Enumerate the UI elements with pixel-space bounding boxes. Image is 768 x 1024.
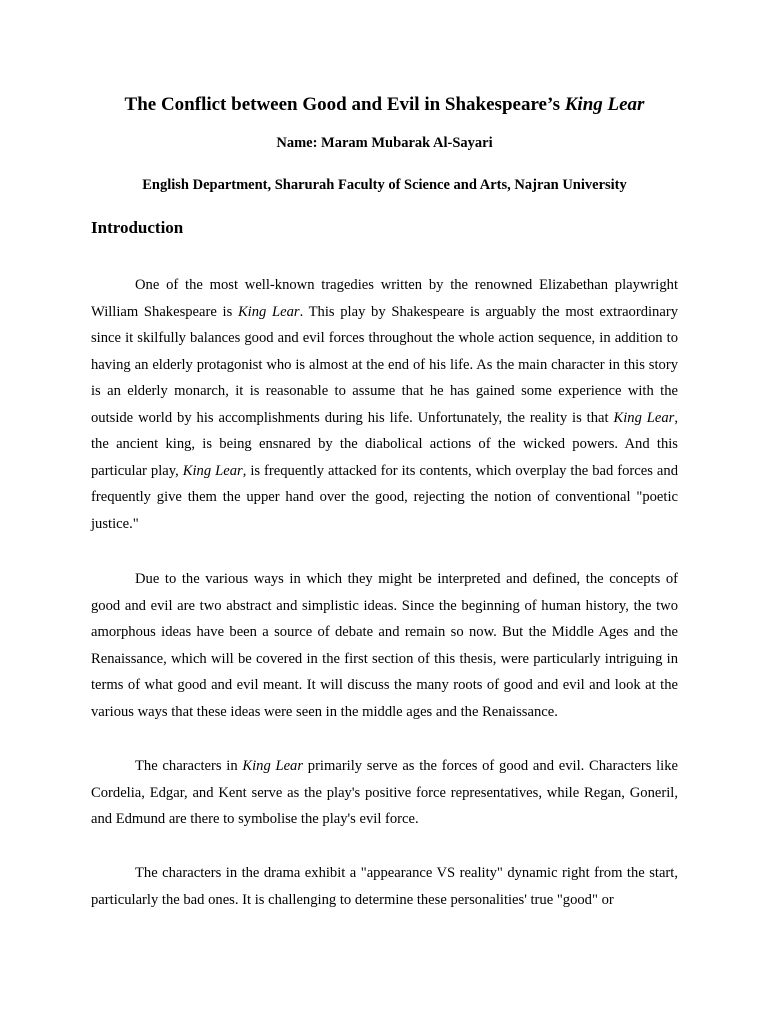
paragraph-text: Due to the various ways in which they might be interpreted and defined, the concepts of good and evil are two abstract and simplistic ideas. Since the beginning of human history, the two amorphous ideas have been a source of debate and remain so now. But the Middle Ages and the Renaissance, which will be covered in the first section of this thesis, were particularly intriguing in terms of what good and evil meant. It will discuss the many roots of good and evil and look at the various ways that these ideas were seen in the middle ages and the Renaissance. <box>91 571 678 720</box>
paragraph-text: , the ancient king, is being ensnared by the diabolical actions of the wicked powers. And this particular play, <box>91 409 679 479</box>
paragraph <box>91 272 678 537</box>
author-name: Name: Maram Mubarak Al-Sayari <box>276 135 493 151</box>
paragraph-text: , is frequently attacked for its contents, which overplay the bad forces and frequently give them the upper hand over the good, rejecting the notion of conventional "poetic justice." <box>91 462 678 532</box>
italic-title-reference: King Lear <box>237 303 300 320</box>
italic-title-reference: King Lear <box>613 409 675 426</box>
paragraph-text: The characters in the drama exhibit a "appearance VS reality" dynamic right from the start, particularly the bad ones. It is challenging to determine these personalities' true "good" or <box>91 865 678 908</box>
section-heading: Introduction <box>91 218 184 237</box>
author-affiliation: English Department, Sharurah Faculty of Science and Arts, Najran University <box>142 177 627 193</box>
title-main-text: The Conflict between Good and Evil in Shakespeare’s <box>124 94 565 115</box>
italic-title-reference: King Lear <box>242 758 304 774</box>
title-italic-text: King Lear <box>564 94 645 115</box>
paragraph-text: primarily serve as the forces of good and evil. Characters like Cordelia, Edgar, and Kent serve as the play's positive force representatives, while Regan, Goneril, and Edmund are there to symbolise the play's evil force. <box>91 758 678 827</box>
paragraph <box>91 860 678 913</box>
paragraph-text: The characters in <box>135 758 243 774</box>
paragraph-text: . This play by Shakespeare is arguably the most extraordinary since it skilfully balances good and evil forces throughout the whole action sequence, in addition to having an elderly protagonist who is almost at the end of his life. As the main character in this story is an elderly monarch, it is reasonable to assume that he has gained some experience with the outside world by his accomplishments during his life. Unfortunately, the reality is that <box>91 303 678 426</box>
paragraph-text: One of the most well-known tragedies written by the renowned Elizabethan playwright William Shakespeare is <box>91 277 678 320</box>
paragraph <box>91 753 678 833</box>
document-title <box>91 92 678 118</box>
paragraph <box>91 566 678 725</box>
italic-title-reference: King Lear <box>182 462 243 479</box>
